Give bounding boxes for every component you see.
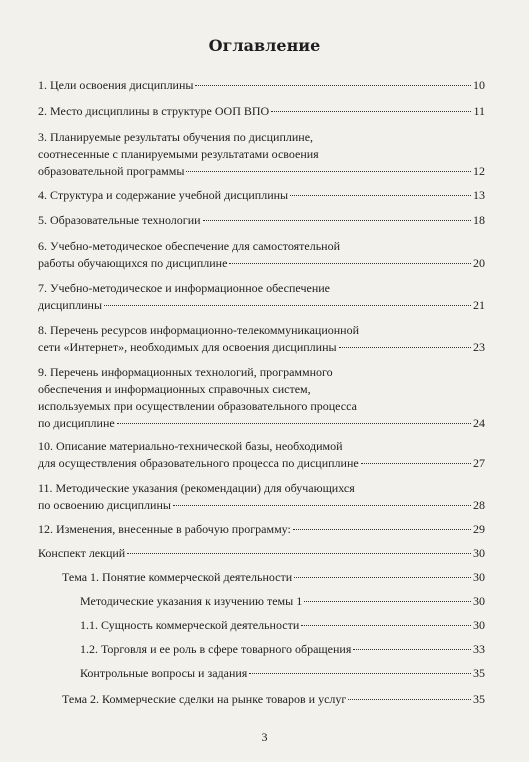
toc-entry-text: Тема 2. Коммерческие сделки на рынке товаров и услуг: [62, 692, 347, 706]
toc-entry-last-line: [38, 415, 485, 432]
toc-entry-page: 30: [473, 570, 485, 584]
toc-entry-page: 28: [473, 498, 485, 512]
toc-entry-text: по дисциплине: [38, 416, 115, 430]
toc-entry-text: Контрольные вопросы и задания: [80, 666, 248, 680]
toc-entry-text: 1.1. Сущность коммерческой деятельности: [80, 618, 300, 632]
toc-leader-dots: [249, 673, 471, 674]
toc-entry-page: 13: [473, 188, 485, 202]
toc-leader-dots: [339, 347, 471, 348]
toc-entry-last-line: [80, 593, 485, 610]
toc-entry-text: Тема 1. Понятие коммерческой деятельности: [62, 570, 293, 584]
toc-entry-page: 12: [473, 164, 485, 178]
toc-entry-line: 7. Учебно-методическое и информационное обеспечение: [38, 281, 330, 295]
toc-entry-text: 2. Место дисциплины в структуре ООП ВПО: [38, 104, 270, 118]
toc-leader-dots: [195, 85, 471, 86]
toc-entry: [38, 280, 485, 314]
toc-entry: [38, 480, 485, 514]
toc-leader-dots: [361, 463, 471, 464]
toc-entry-text: работы обучающихся по дисциплине: [38, 256, 228, 270]
toc-entry-text: 5. Образовательные технологии: [38, 213, 201, 227]
toc-entry-last-line: [80, 665, 485, 682]
toc-entry: [38, 187, 485, 204]
toc-entry-text: 1. Цели освоения дисциплины: [38, 78, 194, 92]
toc-entry-last-line: [38, 497, 485, 514]
toc-entry: [38, 545, 485, 562]
toc-title: Оглавление: [208, 36, 321, 55]
toc-entry-line: 11. Методические указания (рекомендации) для обучающихся: [38, 481, 355, 495]
toc-entry-last-line: [38, 455, 485, 472]
toc-entry: [80, 641, 485, 658]
toc-entry-page: 11: [473, 104, 485, 118]
toc-entry-last-line: [38, 187, 485, 204]
toc-entry-line: обеспечения и информационных справочных систем,: [38, 382, 311, 396]
toc-entry-page: 24: [473, 416, 485, 430]
toc-entry-last-line: [38, 77, 485, 94]
toc-entry-last-line: [38, 521, 485, 538]
toc-entry-last-line: [62, 569, 485, 586]
toc-leader-dots: [186, 171, 471, 172]
toc-entry-text: 12. Изменения, внесенные в рабочую программу:: [38, 522, 291, 536]
toc-leader-dots: [173, 505, 471, 506]
toc-entry: [80, 617, 485, 634]
toc-entry-page: 33: [473, 642, 485, 656]
toc-entry: [38, 364, 485, 432]
toc-entry: [38, 238, 485, 272]
toc-entry-last-line: [38, 103, 485, 120]
toc-entry-line: 3. Планируемые результаты обучения по дисциплине,: [38, 130, 314, 144]
toc-entry-last-line: [38, 297, 485, 314]
toc-entry-text: сети «Интернет», необходимых для освоения дисциплины: [38, 340, 337, 354]
toc-entry: [38, 212, 485, 229]
toc-entry-line: 8. Перечень ресурсов информационно-телекоммуникационной: [38, 323, 360, 337]
toc-entry-last-line: [38, 545, 485, 562]
toc-entry: [38, 322, 485, 356]
toc-leader-dots: [304, 601, 471, 602]
toc-entry: [38, 129, 485, 180]
toc-entry-last-line: [38, 339, 485, 356]
toc-entry-last-line: [80, 641, 485, 658]
toc-entry-line: 10. Описание материально-технической базы, необходимой: [38, 439, 343, 453]
toc-leader-dots: [117, 423, 471, 424]
toc-entry-page: 35: [473, 666, 485, 680]
toc-entry-last-line: [38, 212, 485, 229]
toc-entry-page: 20: [473, 256, 485, 270]
page-number: 3: [261, 730, 268, 744]
toc-entry-text: 4. Структура и содержание учебной дисциплины: [38, 188, 289, 202]
toc-entry-page: 18: [473, 213, 485, 227]
toc-leader-dots: [353, 649, 471, 650]
toc-entry-page: 27: [473, 456, 485, 470]
toc-entry-line: 9. Перечень информационных технологий, программного: [38, 365, 333, 379]
toc-entry-last-line: [62, 691, 485, 708]
toc-entry: [38, 103, 485, 120]
toc-entry: [80, 665, 485, 682]
toc-entry-last-line: [38, 163, 485, 180]
toc-leader-dots: [290, 195, 471, 196]
toc-leader-dots: [127, 553, 471, 554]
toc-leader-dots: [348, 699, 471, 700]
toc-entry-page: 29: [473, 522, 485, 536]
toc-entry-text: 1.2. Торговля и ее роль в сфере товарного обращения: [80, 642, 352, 656]
toc-entry-last-line: [38, 255, 485, 272]
toc-leader-dots: [229, 263, 471, 264]
toc-entry-text: Конспект лекций: [38, 546, 126, 560]
toc-leader-dots: [104, 305, 471, 306]
toc-entry-page: 30: [473, 594, 485, 608]
toc-entry-text: дисциплины: [38, 298, 103, 312]
toc-entry-page: 21: [473, 298, 485, 312]
toc-entry-line: 6. Учебно-методическое обеспечение для самостоятельной: [38, 239, 341, 253]
toc-entry-page: 10: [473, 78, 485, 92]
toc-entry: [38, 438, 485, 472]
toc-entry-text: образовательной программы: [38, 164, 185, 178]
toc-entry-line: соотнесенные с планируемыми результатами освоения: [38, 147, 319, 161]
toc-entry: [38, 77, 485, 94]
toc-entry-last-line: [80, 617, 485, 634]
toc-entry-page: 30: [473, 618, 485, 632]
toc-entry-text: для осуществления образовательного процесса по дисциплине: [38, 456, 359, 470]
toc-entry-page: 30: [473, 546, 485, 560]
toc-entry: [38, 521, 485, 538]
toc-leader-dots: [293, 529, 471, 530]
toc-leader-dots: [271, 111, 471, 112]
toc-leader-dots: [294, 577, 471, 578]
toc-entry-page: 23: [473, 340, 485, 354]
toc-entry: [80, 593, 485, 610]
toc-leader-dots: [203, 220, 471, 221]
toc-leader-dots: [301, 625, 471, 626]
toc-entry-text: по освоению дисциплины: [38, 498, 171, 512]
toc-entry-text: Методические указания к изучению темы 1: [80, 594, 303, 608]
toc-entry-page: 35: [473, 692, 485, 706]
toc-entry: [62, 691, 485, 708]
toc-entry: [62, 569, 485, 586]
toc-entry-line: используемых при осуществлении образовательного процесса: [38, 399, 357, 413]
